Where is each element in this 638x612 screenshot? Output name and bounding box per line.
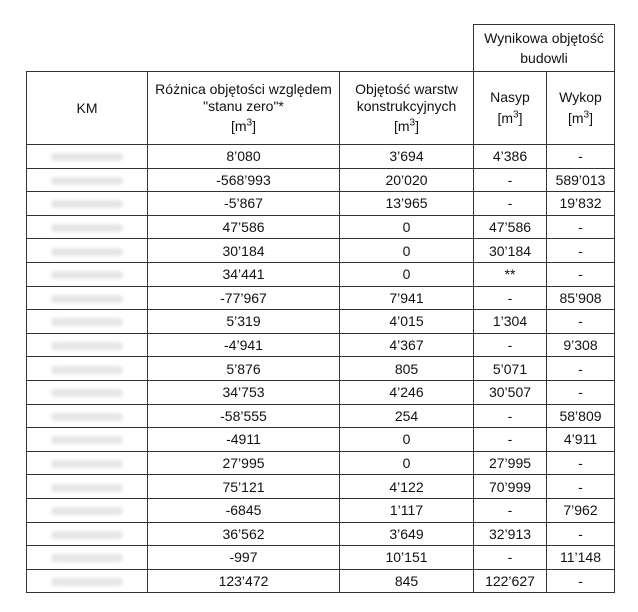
nasyp-cell: 47’586 [474,215,547,239]
wykop-cell: - [547,357,615,381]
nasyp-cell: - [474,498,547,522]
blurred-km-value [51,295,123,303]
nasyp-cell: 30’184 [474,239,547,263]
table-row [27,522,615,546]
km-cell-blurred [27,310,148,334]
nasyp-cell: - [474,168,547,192]
objetosc-cell: 4’122 [340,475,474,499]
objetosc-cell: 3’649 [340,522,474,546]
objetosc-cell: 0 [340,239,474,263]
table-row [27,357,615,381]
objetosc-cell: 254 [340,404,474,428]
unit-close: ] [589,109,593,126]
unit-open: [m [567,109,584,126]
blurred-km-value [51,153,123,161]
wykop-cell: - [547,451,615,475]
nasyp-cell: - [474,404,547,428]
table-row [27,192,615,216]
blurred-km-value [51,531,123,539]
blurred-km-value [51,460,123,468]
blurred-km-value [51,389,123,397]
unit-open: [m [497,109,514,126]
km-cell-blurred [27,404,148,428]
wykop-cell: 19’832 [547,192,615,216]
km-cell-blurred [27,569,148,593]
km-cell-blurred [27,239,148,263]
table-row [27,380,615,404]
km-cell-blurred [27,192,148,216]
table-row [27,333,615,357]
km-cell-blurred [27,380,148,404]
blurred-km-value [51,342,123,350]
unit-exponent: 3 [513,109,519,121]
objetosc-cell: 805 [340,357,474,381]
nasyp-cell: - [474,333,547,357]
blurred-km-value [51,200,123,208]
wykop-cell: 4’911 [547,428,615,452]
km-cell-blurred [27,168,148,192]
km-cell-blurred [27,215,148,239]
wykop-cell: - [547,380,615,404]
header-wykop [547,72,615,145]
km-cell-blurred [27,428,148,452]
nasyp-cell: 32’913 [474,522,547,546]
table-row [27,215,615,239]
table-row [27,168,615,192]
table-row [27,262,615,286]
nasyp-cell: 70’999 [474,475,547,499]
objetosc-cell: 845 [340,569,474,593]
wykop-cell: - [547,215,615,239]
table-row [27,145,615,169]
km-cell-blurred [27,262,148,286]
unit-close: ] [518,109,523,126]
nasyp-cell: - [474,546,547,570]
header-km [27,72,148,145]
header-objetosc-label: Objętość warstw konstrukcyjnych [355,80,458,114]
km-cell-blurred [27,357,148,381]
wykop-cell: - [547,310,615,334]
blurred-km-value [51,177,123,185]
roznica-cell: -58’555 [148,404,340,428]
nasyp-cell: 4’386 [474,145,547,169]
header-objetosc-unit [394,118,419,134]
table-body [27,145,615,593]
blurred-km-value [51,578,123,586]
nasyp-cell: 5’071 [474,357,547,381]
table-row [27,286,615,310]
header-group-wynikowa: Wynikowa objętość budowli [474,25,615,72]
roznica-cell: 34’441 [148,262,340,286]
blurred-km-value [51,507,123,515]
unit-open: [m [230,118,247,135]
table-row [27,310,615,334]
wykop-cell: - [547,522,615,546]
objetosc-cell: 4’015 [340,310,474,334]
nasyp-cell: 1’304 [474,310,547,334]
wykop-cell: - [547,145,615,169]
roznica-cell: 123’472 [148,569,340,593]
objetosc-cell: 10’151 [340,546,474,570]
blurred-km-value [51,318,123,326]
objetosc-cell: 0 [340,215,474,239]
km-cell-blurred [27,522,148,546]
unit-close: ] [252,118,256,135]
blurred-km-value [51,484,123,492]
roznica-cell: 5’876 [148,357,340,381]
nasyp-cell: 30’507 [474,380,547,404]
blurred-km-value [51,413,123,421]
objetosc-cell: 4’246 [340,380,474,404]
table-row [27,475,615,499]
unit-exponent: 3 [246,117,253,129]
wykop-cell: 58’809 [547,404,615,428]
unit-close: ] [415,118,419,135]
km-cell-blurred [27,498,148,522]
objetosc-cell: 13’965 [340,192,474,216]
wykop-cell: 85’908 [547,286,615,310]
km-cell-blurred [27,451,148,475]
table-row [27,428,615,452]
objetosc-cell: 4’367 [340,333,474,357]
blurred-km-value [51,248,123,256]
blurred-km-value [51,366,123,374]
wykop-cell: - [547,475,615,499]
roznica-cell: -4911 [148,428,340,452]
nasyp-cell: - [474,286,547,310]
roznica-cell: 5’319 [148,310,340,334]
km-cell-blurred [27,546,148,570]
wykop-cell: - [547,262,615,286]
table-row [27,239,615,263]
header-blank [27,25,474,72]
roznica-cell: 30’184 [148,239,340,263]
nasyp-cell: 122’627 [474,569,547,593]
roznica-cell: 36’562 [148,522,340,546]
km-cell-blurred [27,333,148,357]
table-row [27,404,615,428]
roznica-cell: 75’121 [148,475,340,499]
roznica-cell: 8’080 [148,145,340,169]
km-cell-blurred [27,475,148,499]
roznica-cell: -77’967 [148,286,340,310]
unit-exponent: 3 [409,117,416,129]
objetosc-cell: 7’941 [340,286,474,310]
header-nasyp-unit [497,110,522,126]
table-row [27,451,615,475]
nasyp-cell: - [474,192,547,216]
roznica-cell: -4’941 [148,333,340,357]
volume-table [26,24,615,593]
blurred-km-value [51,271,123,279]
unit-open: [m [393,118,410,135]
roznica-cell: 47’586 [148,215,340,239]
roznica-cell: -997 [148,546,340,570]
header-wykop-label: Wykop [559,89,602,106]
header-km-label: KM [76,99,98,116]
header-nasyp-label: Nasyp [490,89,530,106]
nasyp-cell: ** [474,262,547,286]
blurred-km-value [51,436,123,444]
header-roznica [148,72,340,145]
nasyp-cell: 27’995 [474,451,547,475]
blurred-km-value [51,554,123,562]
wykop-cell: - [547,569,615,593]
roznica-cell: -5’867 [148,192,340,216]
wykop-cell: - [547,239,615,263]
header-roznica-unit [231,118,256,134]
header-objetosc [340,72,474,145]
roznica-cell: 27’995 [148,451,340,475]
objetosc-cell: 3’694 [340,145,474,169]
table-row [27,569,615,593]
roznica-cell: -568’993 [148,168,340,192]
table-row [27,498,615,522]
wykop-cell: 589’013 [547,168,615,192]
header-roznica-label: Różnica objętości względem "stanu zero"* [155,80,332,114]
roznica-cell: -6845 [148,498,340,522]
wykop-cell: 11’148 [547,546,615,570]
nasyp-cell: - [474,428,547,452]
unit-exponent: 3 [583,109,590,121]
header-wykop-unit [568,110,593,126]
table-row [27,546,615,570]
km-cell-blurred [27,145,148,169]
wykop-cell: 7’962 [547,498,615,522]
km-cell-blurred [27,286,148,310]
blurred-km-value [51,224,123,232]
objetosc-cell: 20’020 [340,168,474,192]
wykop-cell: 9’308 [547,333,615,357]
objetosc-cell: 1’117 [340,498,474,522]
objetosc-cell: 0 [340,451,474,475]
objetosc-cell: 0 [340,262,474,286]
objetosc-cell: 0 [340,428,474,452]
header-nasyp [474,72,547,145]
volume-table-wrapper [26,24,615,593]
roznica-cell: 34’753 [148,380,340,404]
